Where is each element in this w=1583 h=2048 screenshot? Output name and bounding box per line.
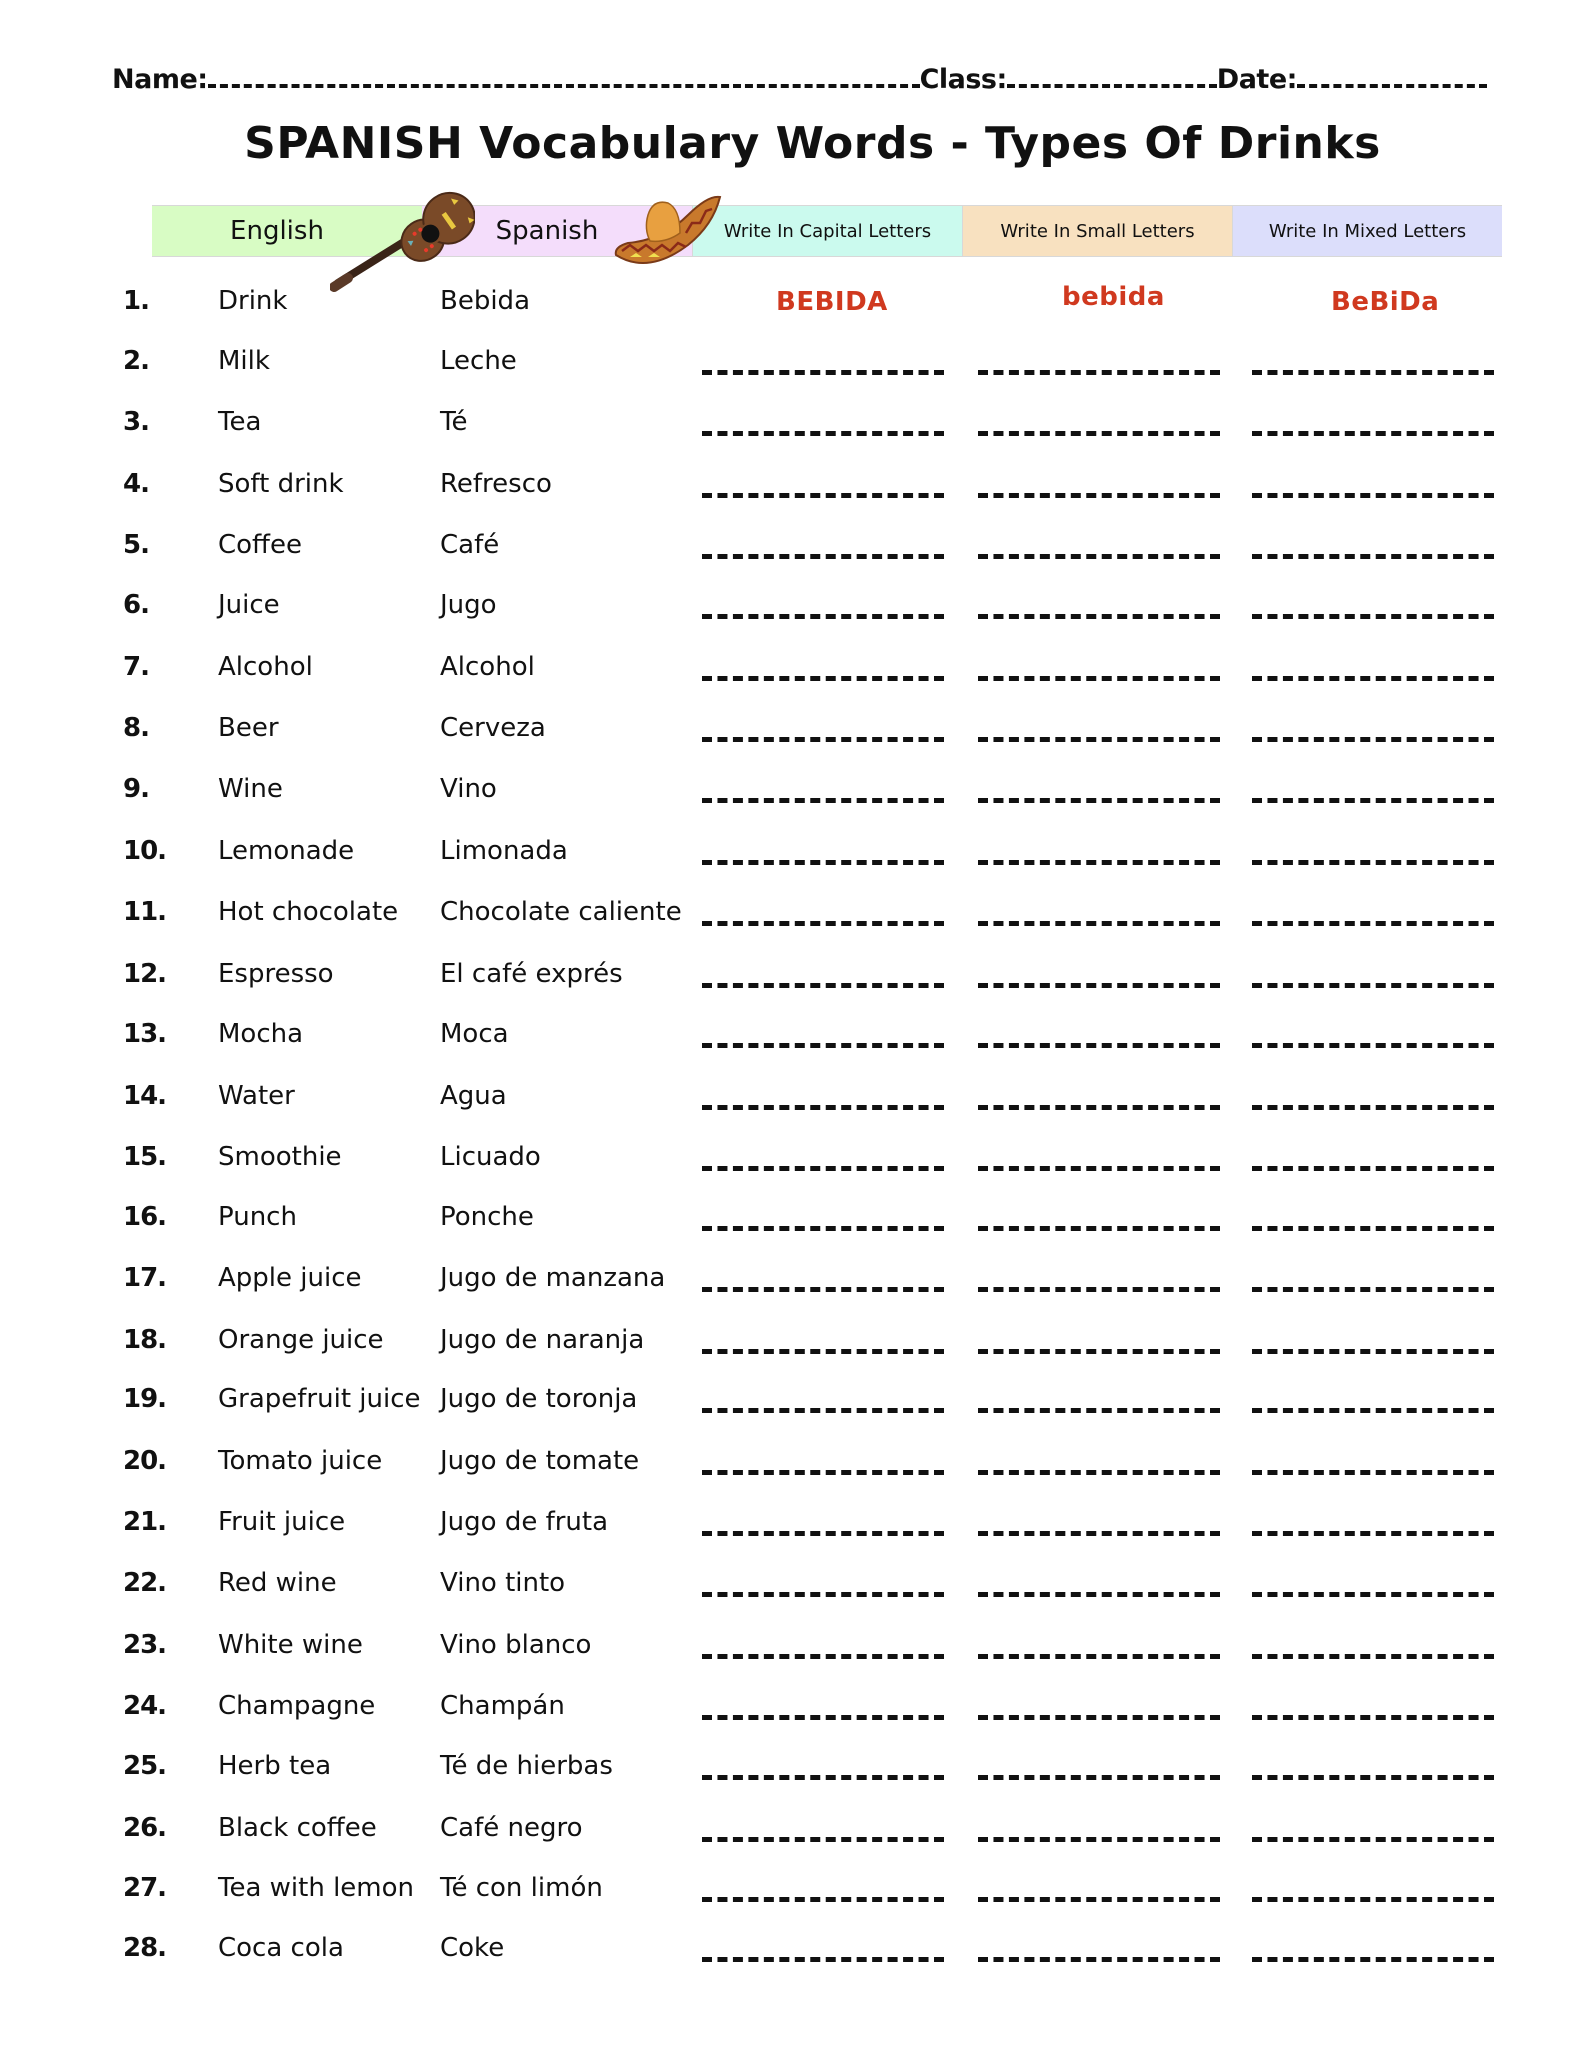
row-number: 6.: [123, 590, 149, 620]
english-word: Drink: [218, 286, 288, 316]
english-word: Lemonade: [218, 836, 355, 866]
table-row: [0, 1142, 1583, 1182]
english-word: Milk: [218, 346, 270, 376]
small-answer-blank[interactable]: [978, 1105, 1220, 1110]
small-answer-blank[interactable]: [978, 614, 1220, 619]
header-spanish-label: Spanish: [495, 216, 599, 246]
table-row: [0, 1813, 1583, 1853]
table-row: [0, 1873, 1583, 1913]
english-word: Juice: [218, 590, 280, 620]
small-answer-blank[interactable]: [978, 431, 1220, 436]
table-row: [0, 346, 1583, 386]
row-number: 28.: [123, 1933, 167, 1963]
spanish-word: Agua: [440, 1081, 507, 1111]
small-answer-blank[interactable]: [978, 493, 1220, 498]
row-number: 25.: [123, 1751, 167, 1781]
english-word: Coca cola: [218, 1933, 344, 1963]
english-word: Tea with lemon: [218, 1873, 415, 1903]
spanish-word: Refresco: [440, 469, 552, 499]
row-number: 26.: [123, 1813, 167, 1843]
name-label: Name:: [112, 64, 208, 95]
english-word: Coffee: [218, 530, 302, 560]
english-word: Wine: [218, 774, 283, 804]
row-number: 19.: [123, 1384, 167, 1414]
table-row: [0, 1019, 1583, 1059]
name-field[interactable]: [208, 62, 920, 88]
row-number: 2.: [123, 346, 149, 376]
table-row: [0, 836, 1583, 876]
example-capital: BEBIDA: [776, 287, 888, 317]
mixed-answer-blank[interactable]: [1252, 1470, 1494, 1475]
capital-answer-blank[interactable]: [702, 1897, 944, 1902]
english-word: Orange juice: [218, 1325, 384, 1355]
mixed-answer-blank[interactable]: [1252, 1043, 1494, 1048]
capital-answer-blank[interactable]: [702, 1775, 944, 1780]
mixed-answer-blank[interactable]: [1252, 1715, 1494, 1720]
mixed-answer-blank[interactable]: [1252, 921, 1494, 926]
row-number: 16.: [123, 1202, 167, 1232]
row-number: 14.: [123, 1081, 167, 1111]
mixed-answer-blank[interactable]: [1252, 1775, 1494, 1780]
mixed-answer-blank[interactable]: [1252, 983, 1494, 988]
table-row: [0, 286, 1583, 326]
mixed-answer-blank[interactable]: [1252, 1957, 1494, 1962]
spanish-word: Limonada: [440, 836, 568, 866]
row-number: 18.: [123, 1325, 167, 1355]
small-answer-blank[interactable]: [978, 860, 1220, 865]
english-word: Espresso: [218, 959, 334, 989]
mixed-answer-blank[interactable]: [1252, 676, 1494, 681]
english-word: Beer: [218, 713, 279, 743]
capital-answer-blank[interactable]: [702, 921, 944, 926]
row-number: 7.: [123, 652, 149, 682]
mixed-answer-blank[interactable]: [1252, 1654, 1494, 1659]
english-word: Black coffee: [218, 1813, 377, 1843]
capital-answer-blank[interactable]: [702, 1105, 944, 1110]
spanish-word: Café negro: [440, 1813, 583, 1843]
table-row: [0, 1325, 1583, 1365]
small-answer-blank[interactable]: [978, 737, 1220, 742]
capital-answer-blank[interactable]: [702, 983, 944, 988]
english-word: Apple juice: [218, 1263, 362, 1293]
small-answer-blank[interactable]: [978, 1470, 1220, 1475]
spanish-word: Jugo de naranja: [440, 1325, 645, 1355]
capital-answer-blank[interactable]: [702, 1715, 944, 1720]
capital-answer-blank[interactable]: [702, 1408, 944, 1413]
row-number: 17.: [123, 1263, 167, 1293]
header-mixed: Write In Mixed Letters: [1232, 205, 1502, 257]
mixed-answer-blank[interactable]: [1252, 1287, 1494, 1292]
header-capital: Write In Capital Letters: [692, 205, 962, 257]
capital-answer-blank[interactable]: [702, 1226, 944, 1231]
mixed-answer-blank[interactable]: [1252, 370, 1494, 375]
spanish-word: Jugo de manzana: [440, 1263, 666, 1293]
table-row: [0, 1568, 1583, 1608]
mixed-answer-blank[interactable]: [1252, 431, 1494, 436]
small-answer-blank[interactable]: [978, 370, 1220, 375]
small-answer-blank[interactable]: [978, 1897, 1220, 1902]
spanish-word: Café: [440, 530, 500, 560]
spanish-word: Bebida: [440, 286, 530, 316]
mixed-answer-blank[interactable]: [1252, 860, 1494, 865]
small-answer-blank[interactable]: [978, 1349, 1220, 1354]
capital-answer-blank[interactable]: [702, 1287, 944, 1292]
small-answer-blank[interactable]: [978, 1715, 1220, 1720]
mixed-answer-blank[interactable]: [1252, 737, 1494, 742]
mixed-answer-blank[interactable]: [1252, 1531, 1494, 1536]
header-english-label: English: [230, 216, 324, 246]
spanish-word: Ponche: [440, 1202, 534, 1232]
table-row: [0, 469, 1583, 509]
table-row: [0, 590, 1583, 630]
spanish-word: Té: [440, 407, 468, 437]
small-answer-blank[interactable]: [978, 1166, 1220, 1171]
capital-answer-blank[interactable]: [702, 676, 944, 681]
mixed-answer-blank[interactable]: [1252, 554, 1494, 559]
spanish-word: Jugo: [440, 590, 497, 620]
student-info-line: [112, 62, 1492, 98]
row-number: 20.: [123, 1446, 167, 1476]
table-row: [0, 1630, 1583, 1670]
row-number: 27.: [123, 1873, 167, 1903]
small-answer-blank[interactable]: [978, 1043, 1220, 1048]
sombrero-icon: [608, 185, 726, 273]
spanish-word: El café exprés: [440, 959, 623, 989]
spanish-word: Vino: [440, 774, 497, 804]
small-answer-blank[interactable]: [978, 983, 1220, 988]
row-number: 24.: [123, 1691, 167, 1721]
english-word: Red wine: [218, 1568, 337, 1598]
spanish-word: Chocolate caliente: [440, 897, 682, 927]
small-answer-blank[interactable]: [978, 1957, 1220, 1962]
capital-answer-blank[interactable]: [702, 554, 944, 559]
capital-answer-blank[interactable]: [702, 431, 944, 436]
small-answer-blank[interactable]: [978, 1408, 1220, 1413]
english-word: Tea: [218, 407, 262, 437]
capital-answer-blank[interactable]: [702, 737, 944, 742]
table-row: [0, 1202, 1583, 1242]
table-row: [0, 530, 1583, 570]
spanish-word: Leche: [440, 346, 517, 376]
row-number: 15.: [123, 1142, 167, 1172]
table-row: [0, 407, 1583, 447]
header-small: Write In Small Letters: [962, 205, 1232, 257]
spanish-word: Jugo de tomate: [440, 1446, 640, 1476]
english-word: Mocha: [218, 1019, 304, 1049]
row-number: 11.: [123, 897, 167, 927]
row-number: 5.: [123, 530, 149, 560]
mixed-answer-blank[interactable]: [1252, 1105, 1494, 1110]
english-word: Hot chocolate: [218, 897, 399, 927]
spanish-word: Té de hierbas: [440, 1751, 613, 1781]
capital-answer-blank[interactable]: [702, 1837, 944, 1842]
capital-answer-blank[interactable]: [702, 1654, 944, 1659]
small-answer-blank[interactable]: [978, 1287, 1220, 1292]
table-row: [0, 713, 1583, 753]
english-word: Punch: [218, 1202, 297, 1232]
english-word: Tomato juice: [218, 1446, 383, 1476]
spanish-word: Moca: [440, 1019, 509, 1049]
spanish-word: Jugo de toronja: [440, 1384, 638, 1414]
mixed-answer-blank[interactable]: [1252, 1166, 1494, 1171]
table-row: [0, 1691, 1583, 1731]
small-answer-blank[interactable]: [978, 921, 1220, 926]
small-answer-blank[interactable]: [978, 1654, 1220, 1659]
class-label: Class:: [919, 64, 1007, 95]
english-word: Grapefruit juice: [218, 1384, 421, 1414]
small-answer-blank[interactable]: [978, 1837, 1220, 1842]
mixed-answer-blank[interactable]: [1252, 1226, 1494, 1231]
capital-answer-blank[interactable]: [702, 1349, 944, 1354]
spanish-word: Champán: [440, 1691, 565, 1721]
table-row: [0, 897, 1583, 937]
english-word: Alcohol: [218, 652, 313, 682]
table-row: [0, 1751, 1583, 1791]
row-number: 3.: [123, 407, 149, 437]
mixed-answer-blank[interactable]: [1252, 1349, 1494, 1354]
row-number: 12.: [123, 959, 167, 989]
capital-answer-blank[interactable]: [702, 493, 944, 498]
spanish-word: Té con limón: [440, 1873, 603, 1903]
small-answer-blank[interactable]: [978, 1592, 1220, 1597]
row-number: 10.: [123, 836, 167, 866]
spanish-word: Vino blanco: [440, 1630, 592, 1660]
mixed-answer-blank[interactable]: [1252, 798, 1494, 803]
row-number: 22.: [123, 1568, 167, 1598]
spanish-word: Licuado: [440, 1142, 541, 1172]
mixed-answer-blank[interactable]: [1252, 1592, 1494, 1597]
capital-answer-blank[interactable]: [702, 614, 944, 619]
capital-answer-blank[interactable]: [702, 798, 944, 803]
small-answer-blank[interactable]: [978, 1531, 1220, 1536]
table-row: [0, 1507, 1583, 1547]
table-row: [0, 774, 1583, 814]
table-row: [0, 1384, 1583, 1424]
class-field[interactable]: [1007, 62, 1217, 88]
row-number: 21.: [123, 1507, 167, 1537]
english-word: Water: [218, 1081, 295, 1111]
english-word: Soft drink: [218, 469, 344, 499]
small-answer-blank[interactable]: [978, 676, 1220, 681]
guitar-icon: [330, 183, 475, 293]
spanish-word: Alcohol: [440, 652, 535, 682]
english-word: Champagne: [218, 1691, 376, 1721]
mixed-answer-blank[interactable]: [1252, 1837, 1494, 1842]
english-word: Herb tea: [218, 1751, 332, 1781]
date-field[interactable]: [1297, 62, 1487, 88]
mixed-answer-blank[interactable]: [1252, 614, 1494, 619]
mixed-answer-blank[interactable]: [1252, 1897, 1494, 1902]
table-row: [0, 1933, 1583, 1973]
capital-answer-blank[interactable]: [702, 1531, 944, 1536]
table-row: [0, 1081, 1583, 1121]
capital-answer-blank[interactable]: [702, 1043, 944, 1048]
table-row: [0, 1446, 1583, 1486]
capital-answer-blank[interactable]: [702, 1470, 944, 1475]
row-number: 23.: [123, 1630, 167, 1660]
row-number: 1.: [123, 286, 149, 316]
capital-answer-blank[interactable]: [702, 370, 944, 375]
spanish-word: Coke: [440, 1933, 505, 1963]
row-number: 13.: [123, 1019, 167, 1049]
row-number: 9.: [123, 774, 149, 804]
small-answer-blank[interactable]: [978, 1226, 1220, 1231]
page-title: SPANISH Vocabulary Words - Types Of Drinks: [244, 118, 1381, 169]
spanish-word: Vino tinto: [440, 1568, 566, 1598]
capital-answer-blank[interactable]: [702, 1166, 944, 1171]
spanish-word: Jugo de fruta: [440, 1507, 609, 1537]
date-label: Date:: [1216, 64, 1297, 95]
english-word: Smoothie: [218, 1142, 342, 1172]
capital-answer-blank[interactable]: [702, 860, 944, 865]
table-row: [0, 1263, 1583, 1303]
table-row: [0, 959, 1583, 999]
row-number: 4.: [123, 469, 149, 499]
example-mixed: BeBiDa: [1331, 287, 1440, 317]
table-row: [0, 652, 1583, 692]
capital-answer-blank[interactable]: [702, 1957, 944, 1962]
example-small: bebida: [1062, 282, 1165, 312]
spanish-word: Cerveza: [440, 713, 546, 743]
row-number: 8.: [123, 713, 149, 743]
small-answer-blank[interactable]: [978, 798, 1220, 803]
mixed-answer-blank[interactable]: [1252, 493, 1494, 498]
small-answer-blank[interactable]: [978, 1775, 1220, 1780]
small-answer-blank[interactable]: [978, 554, 1220, 559]
english-word: Fruit juice: [218, 1507, 346, 1537]
mixed-answer-blank[interactable]: [1252, 1408, 1494, 1413]
capital-answer-blank[interactable]: [702, 1592, 944, 1597]
english-word: White wine: [218, 1630, 363, 1660]
